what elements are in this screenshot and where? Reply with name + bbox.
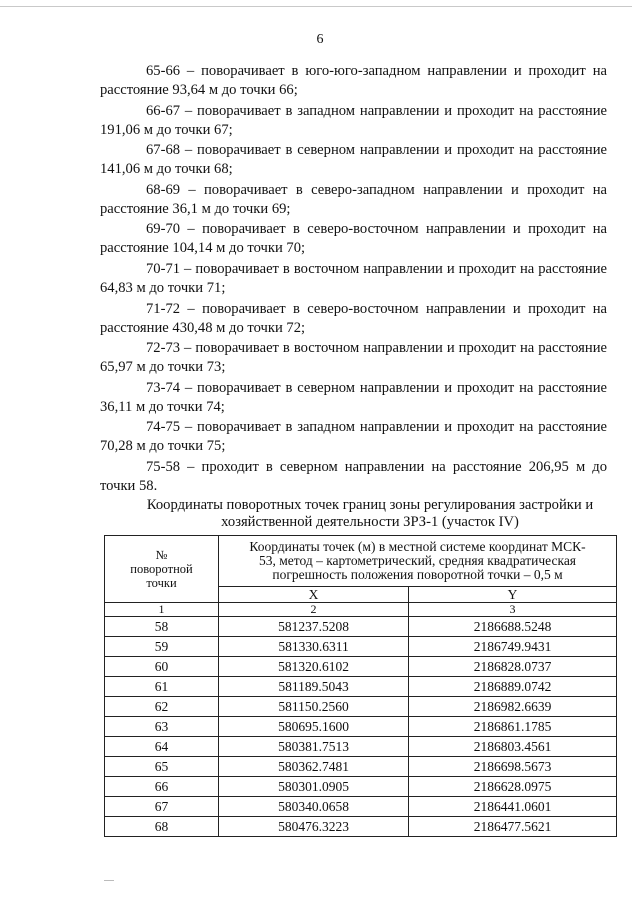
x-coordinate: 581189.5043 — [219, 677, 409, 697]
paragraph-rest: расстояние 141,06 м до точки 68; — [100, 142, 607, 178]
paragraph-lead: 73-74 – поворачивает в северном направлении и проходит на — [146, 379, 534, 396]
point-number: 58 — [105, 617, 219, 637]
paragraph — [100, 300, 607, 338]
y-coordinate: 2186698.5673 — [409, 757, 617, 777]
paragraph-lead: 75-58 – проходит в северном направлении на расстояние 206,95 м до — [146, 458, 607, 475]
table-row — [105, 697, 617, 717]
y-column-header: Y — [409, 587, 617, 603]
paragraph-lead: 65-66 – поворачивает в юго-юго-западном направлении и проходит на — [146, 63, 607, 79]
paragraph — [100, 418, 607, 456]
point-number: 63 — [105, 717, 219, 737]
scan-mark — [104, 880, 114, 881]
paragraph-lead: 69-70 – поворачивает в северо-восточном направлении и проходит на — [146, 221, 607, 238]
paragraph-lead: 71-72 – поворачивает в северо-восточном направлении и проходит на — [146, 300, 607, 317]
y-coordinate: 2186803.4561 — [409, 737, 617, 757]
header-line: Координаты точек (м) в местной системе координат МСК- — [249, 539, 586, 554]
header-line: 53, метод – картометрический, средняя квадратическая — [258, 553, 577, 568]
paragraph-rest: расстояние 64,83 м до точки 71; — [100, 260, 607, 296]
y-coordinate: 2186889.0742 — [409, 677, 617, 697]
paragraph-rest: точки 58. — [100, 477, 158, 494]
y-coordinate: 2186441.0601 — [409, 797, 617, 817]
x-column-header: X — [219, 587, 409, 603]
point-number-header — [105, 536, 219, 603]
point-number: 66 — [105, 777, 219, 797]
header-line: поворотной — [130, 562, 193, 576]
caption-line: хозяйственной деятельности ЗРЗ-1 (участок IV) — [221, 514, 519, 530]
x-coordinate: 581330.6311 — [219, 637, 409, 657]
table-row — [105, 817, 617, 837]
paragraph-lead: 70-71 – поворачивает в восточном направлении и проходит на — [146, 260, 535, 277]
paragraph-lead: 72-73 – поворачивает в восточном направлении и проходит на — [146, 340, 535, 357]
header-line: точки — [146, 576, 177, 590]
table-row — [105, 777, 617, 797]
paragraph-lead: 66-67 – поворачивает в западном направлении и проходит на — [146, 102, 534, 119]
paragraph-lead: 68-69 – поворачивает в северо-западном направлении и проходит на — [146, 181, 607, 198]
paragraph — [100, 141, 607, 179]
table-row — [105, 657, 617, 677]
paragraph-rest: расстояние 104,14 м до точки 70; — [100, 240, 306, 257]
paragraph — [100, 220, 607, 258]
point-number: 64 — [105, 737, 219, 757]
table-row — [105, 637, 617, 657]
paragraph-rest: расстояние 191,06 м до точки 67; — [100, 102, 607, 138]
paragraph — [100, 102, 607, 140]
column-index: 1 — [105, 603, 219, 617]
x-coordinate: 580381.7513 — [219, 737, 409, 757]
coordinates-header — [219, 536, 617, 587]
paragraph-rest: расстояние 65,97 м до точки 73; — [100, 340, 607, 376]
paragraph-lead: 67-68 – поворачивает в северном направлении и проходит на — [146, 142, 534, 159]
point-number: 62 — [105, 697, 219, 717]
paragraph — [100, 458, 607, 496]
paragraph — [100, 181, 607, 219]
page-number: 6 — [316, 32, 324, 47]
paragraph — [100, 379, 607, 417]
point-number: 59 — [105, 637, 219, 657]
header-line: погрешность положения поворотной точки – 0,5 м — [272, 567, 563, 582]
paragraph-lead: 74-75 – поворачивает в западном направлении и проходит на — [146, 419, 534, 436]
point-number: 67 — [105, 797, 219, 817]
x-coordinate: 581150.2560 — [219, 697, 409, 717]
table-row — [105, 757, 617, 777]
table-row — [105, 737, 617, 757]
paragraph — [100, 62, 607, 100]
y-coordinate: 2186628.0975 — [409, 777, 617, 797]
y-coordinate: 2186861.1785 — [409, 717, 617, 737]
caption-line: Координаты поворотных точек границ зоны регулирования застройки и — [146, 497, 594, 513]
x-coordinate: 580301.0905 — [219, 777, 409, 797]
point-number: 65 — [105, 757, 219, 777]
paragraph — [100, 260, 607, 298]
x-coordinate: 581237.5208 — [219, 617, 409, 637]
y-coordinate: 2186828.0737 — [409, 657, 617, 677]
x-coordinate: 580476.3223 — [219, 817, 409, 837]
y-coordinate: 2186688.5248 — [409, 617, 617, 637]
point-number: 68 — [105, 817, 219, 837]
paragraph — [100, 339, 607, 377]
y-coordinate: 2186749.9431 — [409, 637, 617, 657]
header-line: № — [155, 548, 168, 562]
point-number: 60 — [105, 657, 219, 677]
table-caption — [130, 497, 610, 531]
y-coordinate: 2186477.5621 — [409, 817, 617, 837]
y-coordinate: 2186982.6639 — [409, 697, 617, 717]
column-index: 2 — [219, 603, 409, 617]
paragraph-rest: расстояние 70,28 м до точки 75; — [100, 419, 607, 455]
x-coordinate: 581320.6102 — [219, 657, 409, 677]
top-edge-line — [0, 6, 632, 7]
boundary-description — [100, 62, 607, 498]
point-number: 61 — [105, 677, 219, 697]
column-index: 3 — [409, 603, 617, 617]
table-row — [105, 717, 617, 737]
table-row — [105, 677, 617, 697]
x-coordinate: 580340.0658 — [219, 797, 409, 817]
paragraph-rest: расстояние 36,1 м до точки 69; — [100, 200, 291, 217]
paragraph-rest: расстояние 430,48 м до точки 72; — [100, 319, 306, 336]
paragraph-rest: расстояние 93,64 м до точки 66; — [100, 82, 298, 98]
table-row — [105, 797, 617, 817]
paragraph-rest: расстояние 36,11 м до точки 74; — [100, 379, 607, 415]
coordinates-table — [104, 535, 617, 837]
x-coordinate: 580362.7481 — [219, 757, 409, 777]
table-row — [105, 617, 617, 637]
x-coordinate: 580695.1600 — [219, 717, 409, 737]
